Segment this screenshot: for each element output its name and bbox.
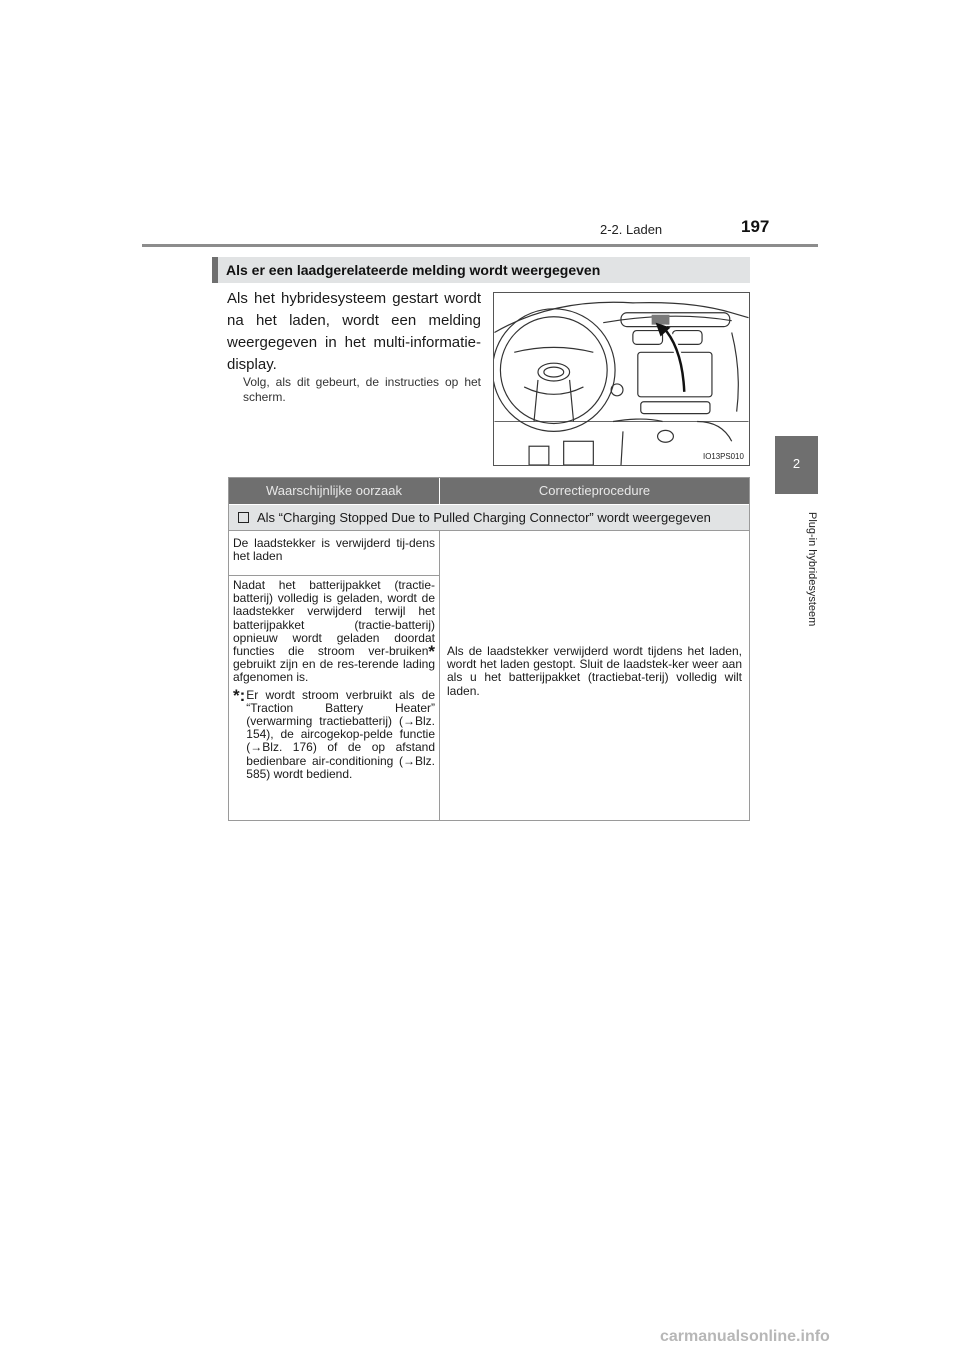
illustration-code: IO13PS010 — [703, 452, 744, 462]
watermark: carmanualsonline.info — [660, 1328, 830, 1345]
cause-2-part-1: Nadat het batterijpakket (tractie-batterij) volledig is geladen, wordt de laadstekker verwijderd terwijl het batterijpakket (tractie-batterij) opnieuw wordt geladen doordat functies die stroom ver-bruiken — [233, 578, 435, 659]
footnote-text: Er wordt stroom verbruikt als de “Traction Battery Heater” (verwarming tractiebatterij) (→Blz. 154), de aircogekop-pelde functie (→Blz. 176) of de op afstand bedienbare air-conditioning (→Blz. 585) wordt bediend. — [246, 687, 435, 781]
chapter-number: 2 — [792, 456, 801, 471]
table-row-divider — [229, 575, 439, 576]
checkbox-square-icon — [238, 512, 249, 523]
table-header-correction: Correctieprocedure — [440, 478, 749, 504]
cause-2-part-2: gebruikt zijn en de res-terende lading afgenomen is. — [233, 657, 435, 685]
header-section: 2-2. Laden — [600, 222, 663, 237]
troubleshooting-table — [228, 477, 750, 821]
table-header-cause: Waarschijnlijke oorzaak — [229, 478, 440, 504]
header-rule — [142, 244, 818, 247]
footnote — [233, 685, 435, 781]
chapter-tab — [775, 436, 818, 494]
dashboard-drawing — [494, 293, 749, 465]
table-row-divider — [229, 530, 749, 531]
table-column-divider — [439, 530, 440, 820]
cause-cell-1: De laadstekker is verwijderd tij-dens het laden — [233, 536, 435, 564]
cause-2-text — [233, 579, 435, 685]
footnote-mark: *: — [233, 685, 246, 705]
chapter-label: Plug-in hybridesysteem — [806, 512, 818, 627]
cause-cell-2 — [233, 579, 435, 781]
section-title: Als er een laadgerelateerde melding wordt weergegeven — [212, 257, 750, 283]
correction-cell: Als de laadstekker verwijderd wordt tijdens het laden, wordt het laden gestopt. Sluit de laadstek-ker weer aan als u het batterijpakket (tractiebat-terij) volledig wilt laden. — [447, 644, 742, 698]
intro-paragraph: Als het hybridesysteem gestart wordt na het laden, wordt een melding weergegeven in het multi-informatie-display. — [227, 290, 481, 373]
table-subheading-text: Als “Charging Stopped Due to Pulled Charging Connector” wordt weergegeven — [257, 510, 711, 525]
page-number: 197 — [741, 217, 770, 236]
asterisk-mark: * — [428, 642, 435, 662]
table-subheading — [229, 504, 749, 530]
intro-note: Volg, als dit gebeurt, de instructies op het scherm. — [243, 375, 481, 404]
dashboard-illustration — [493, 292, 750, 466]
